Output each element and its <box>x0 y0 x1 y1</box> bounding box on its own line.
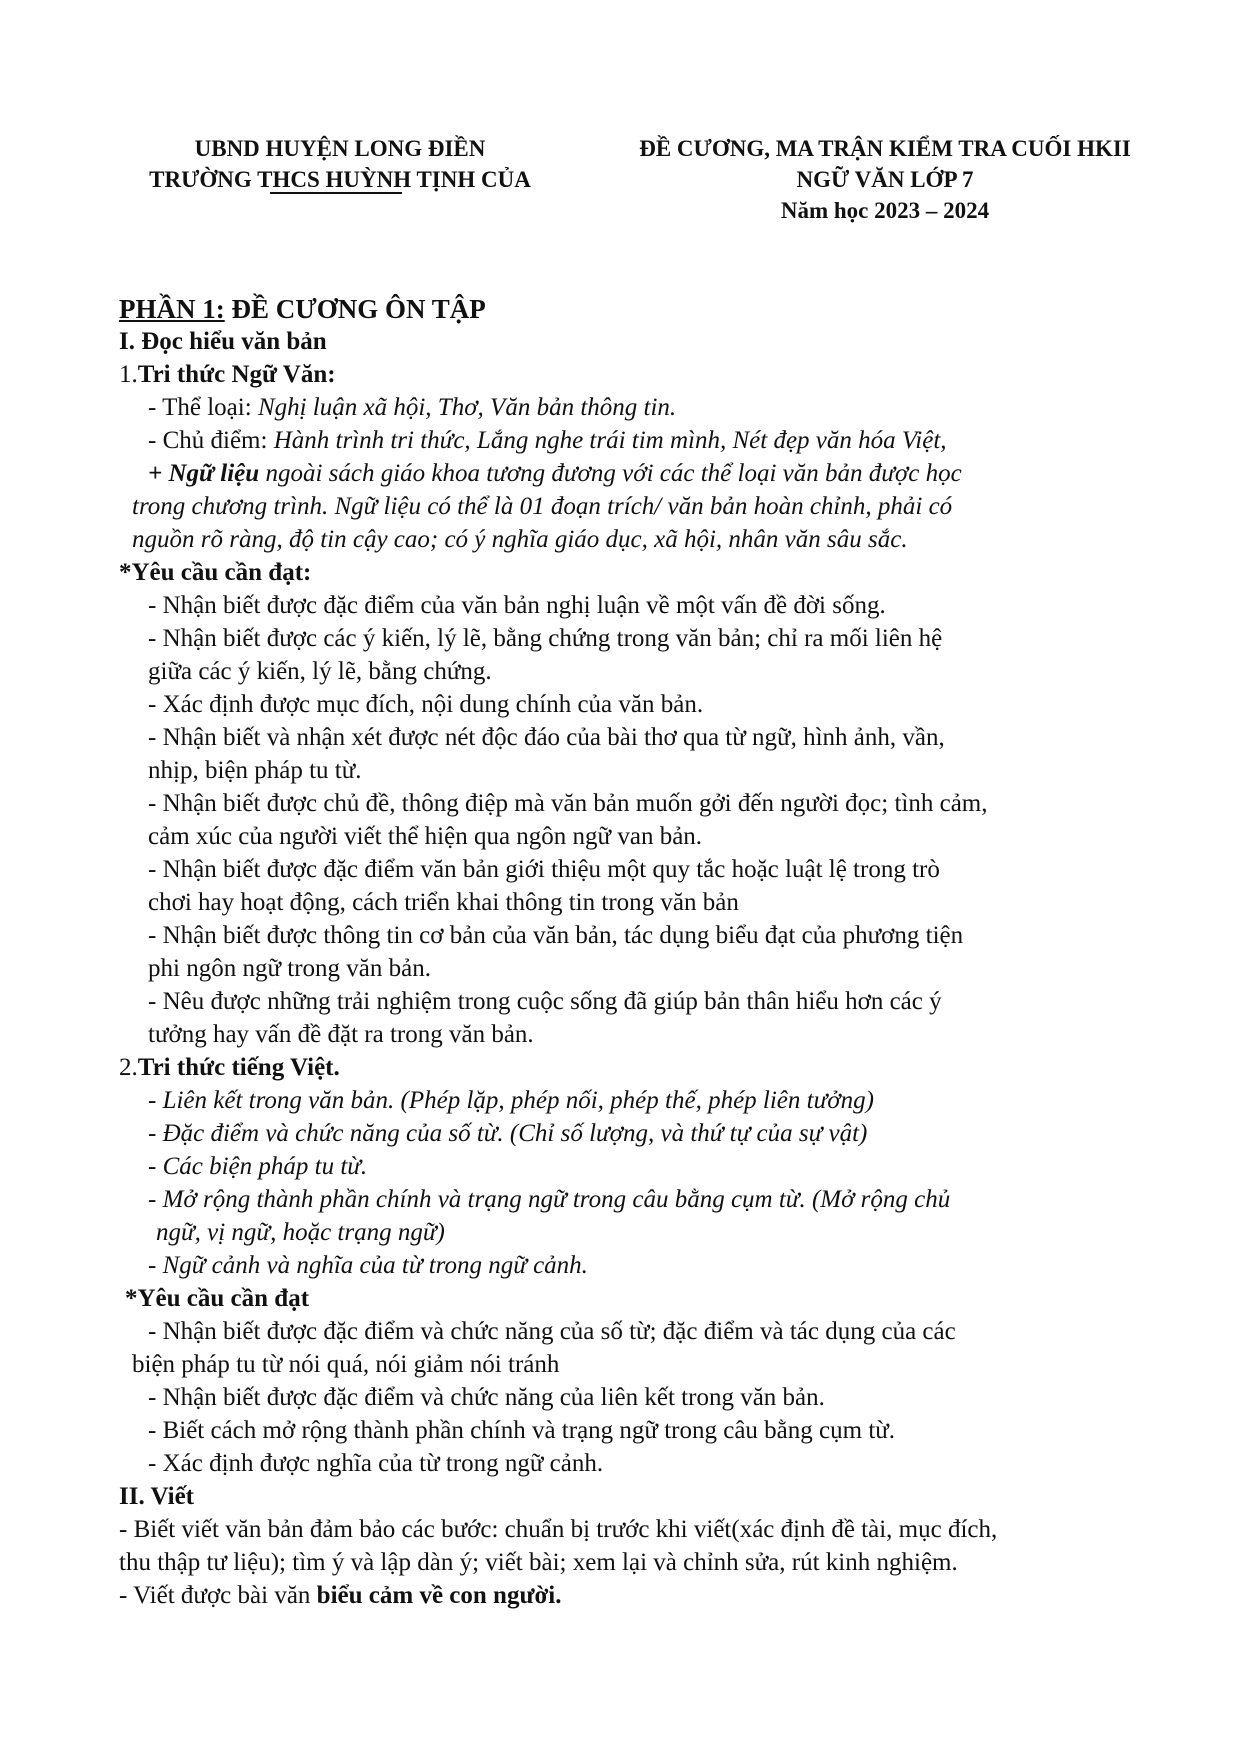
subsection2-number: 2. <box>119 1054 138 1081</box>
vietnamese-topic: - Ngữ cảnh và nghĩa của từ trong ngữ cảnh. <box>148 1252 588 1279</box>
writing-line-3-text: - Viết được bài văn <box>119 1582 317 1609</box>
subsection1-number: 1. <box>119 361 138 388</box>
material-text-1: ngoài sách giáo khoa tương đương với các thể loại văn bản được học <box>259 460 962 487</box>
requirement-line: - Nhận biết và nhận xét được nét độc đáo của bài thơ qua từ ngữ, hình ảnh, vần, <box>148 724 945 751</box>
document-subject: NGỮ VĂN LỚP 7 <box>796 167 974 192</box>
requirement-line: - Nhận biết được chủ đề, thông điệp mà văn bản muốn gởi đến người đọc; tình cảm, <box>148 790 988 817</box>
material-label: Ngữ liệu <box>168 460 260 487</box>
section1-title: I. Đọc hiểu văn bản <box>119 328 327 355</box>
requirement-line: - Nhận biết được thông tin cơ bản của văn bản, tác dụng biểu đạt của phương tiện <box>148 922 964 949</box>
requirement2-line: biện pháp tu từ nói quá, nói giảm nói tránh <box>132 1351 560 1378</box>
writing-line-1: - Biết viết văn bản đảm bảo các bước: chuẩn bị trước khi viết(xác định đề tài, mục đích, <box>119 1516 998 1543</box>
theme-label: - Chủ điểm: <box>148 427 274 454</box>
material-line-3: nguồn rõ ràng, độ tin cậy cao; có ý nghĩa giáo dục, xã hội, nhân văn sâu sắc. <box>132 526 908 553</box>
material-line-1 <box>148 457 962 490</box>
requirement-line: nhịp, biện pháp tu từ. <box>148 757 362 784</box>
requirement-line: cảm xúc của người viết thể hiện qua ngôn ngữ van bản. <box>148 823 703 850</box>
requirement-line: - Nêu được những trải nghiệm trong cuộc sống đã giúp bản thân hiểu hơn các ý <box>148 988 942 1015</box>
genre-value: Nghị luận xã hội, Thơ, Văn bản thông tin. <box>257 394 677 421</box>
vietnamese-topic: ngữ, vị ngữ, hoặc trạng ngữ) <box>156 1219 445 1246</box>
writing-line-2: thu thập tư liệu); tìm ý và lập dàn ý; viết bài; xem lại và chỉnh sửa, rút kinh nghiệm. <box>119 1549 958 1576</box>
requirement-line: phi ngôn ngữ trong văn bản. <box>148 955 431 982</box>
vietnamese-topic: - Mở rộng thành phần chính và trạng ngữ trong câu bằng cụm từ. (Mở rộng chủ <box>148 1186 951 1213</box>
material-plus: + <box>148 460 169 487</box>
subsection2-title: Tri thức tiếng Việt. <box>137 1054 340 1081</box>
requirement2-line: - Nhận biết được đặc điểm và chức năng của liên kết trong văn bản. <box>148 1384 825 1411</box>
requirement-line: giữa các ý kiến, lý lẽ, bằng chứng. <box>148 658 492 685</box>
header-underline <box>270 192 402 194</box>
theme-value: Hành trình tri thức, Lắng nghe trái tim mình, Nét đẹp văn hóa Việt, <box>273 427 947 454</box>
writing-genre: biểu cảm về con người. <box>316 1582 562 1609</box>
requirement-line: chơi hay hoạt động, cách triển khai thông tin trong văn bản <box>148 889 739 916</box>
genre-label: - Thể loại: <box>148 394 258 421</box>
writing-line-3 <box>119 1579 561 1612</box>
requirements-title: *Yêu cầu cần đạt: <box>119 559 312 586</box>
district-name: UBND HUYỆN LONG ĐIỀN <box>194 136 486 161</box>
theme-line <box>148 424 947 457</box>
part1-text: ĐỀ CƯƠNG ÔN TẬP <box>224 294 486 324</box>
section2-title: II. Viết <box>119 1483 194 1510</box>
requirements2-title: *Yêu cầu cần đạt <box>125 1285 310 1312</box>
school-header <box>110 133 570 195</box>
requirement2-line: - Nhận biết được đặc điểm và chức năng của số từ; đặc điểm và tác dụng của các <box>148 1318 956 1345</box>
subsection1-title: Tri thức Ngữ Văn: <box>137 361 336 388</box>
requirement-line: - Nhận biết được đặc điểm của văn bản nghị luận về một vấn đề đời sống. <box>148 592 886 619</box>
requirement-line: - Nhận biết được đặc điểm văn bản giới thiệu một quy tắc hoặc luật lệ trong trò <box>148 856 940 883</box>
vietnamese-topic: - Đặc điểm và chức năng của số từ. (Chỉ số lượng, và thứ tự của sự vật) <box>148 1120 868 1147</box>
requirement2-line: - Biết cách mở rộng thành phần chính và trạng ngữ trong câu bằng cụm từ. <box>148 1417 896 1444</box>
material-line-2: trong chương trình. Ngữ liệu có thể là 01 đoạn trích/ văn bản hoàn chỉnh, phải có <box>132 493 953 520</box>
requirement-line: tưởng hay vấn đề đặt ra trong văn bản. <box>148 1021 534 1048</box>
requirement-line: - Nhận biết được các ý kiến, lý lẽ, bằng chứng trong văn bản; chỉ ra mối liên hệ <box>148 625 943 652</box>
subsection2-heading <box>119 1051 340 1084</box>
requirement2-line: - Xác định được nghĩa của từ trong ngữ cảnh. <box>148 1450 604 1477</box>
part1-title <box>119 292 486 326</box>
school-year: Năm học 2023 – 2024 <box>780 198 990 223</box>
requirement-line: - Xác định được mục đích, nội dung chính của văn bản. <box>148 691 704 718</box>
vietnamese-topic: - Liên kết trong văn bản. (Phép lặp, phép nối, phép thế, phép liên tưởng) <box>148 1087 874 1114</box>
document-header <box>575 133 1195 226</box>
vietnamese-topic: - Các biện pháp tu từ. <box>148 1153 368 1180</box>
subsection1-heading <box>119 358 336 391</box>
genre-line <box>148 391 676 424</box>
school-name: TRƯỜNG THCS HUỲNH TỊNH CỦA <box>149 167 531 192</box>
document-title: ĐỀ CƯƠNG, MA TRẬN KIỂM TRA CUỐI HKII <box>639 136 1131 161</box>
part1-label: PHẦN 1: <box>119 294 225 324</box>
